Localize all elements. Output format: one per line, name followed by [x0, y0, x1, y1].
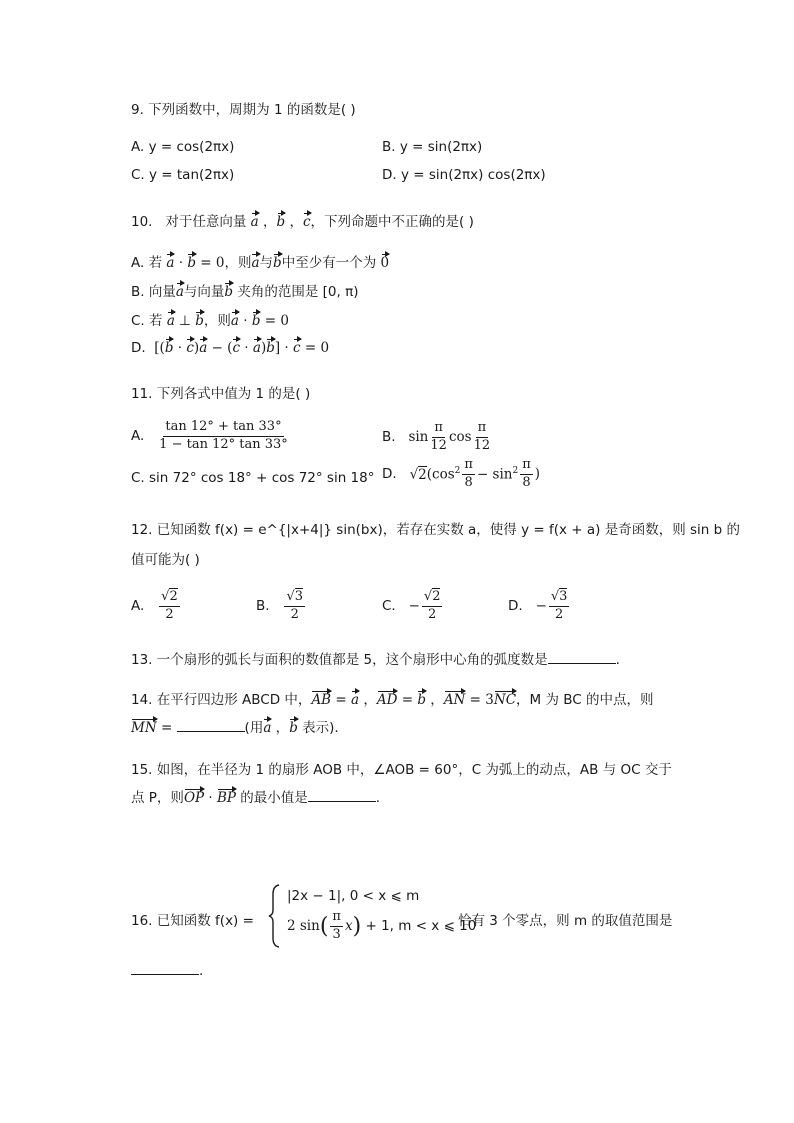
q12-stem-line1: 12. 已知函数 f(x) = e^{|x+4|} sin(bx)，若存在实数 a，使得 y = f(x + a) 是奇函数，则 sin b 的: [131, 522, 740, 538]
q15-answer-blank[interactable]: [308, 789, 376, 802]
q14-answer-blank[interactable]: [177, 719, 245, 732]
q14-line2: MN = (用a ，b 表示).: [131, 720, 339, 736]
q13-stem: 13. 一个扇形的弧长与面积的数值都是 5，这个扇形中心角的弧度数是 .: [131, 652, 620, 668]
q11-stem: 11. 下列各式中值为 1 的是( ): [131, 386, 311, 402]
q12-option-c: C. − $\frac{√2}{2}$: [382, 589, 441, 622]
q16-stem-pre: 16. 已知函数 f(x) =: [131, 913, 254, 929]
q15-line2: 点 P，则OP · BP 的最小值是 .: [131, 790, 381, 806]
q12-stem-line2: 值可能为( ): [131, 552, 200, 568]
q16-answer-line: .: [131, 962, 203, 979]
q11-option-b: B. sin $\frac{\pi}{12}$ cos $\frac{\pi}{12}$: [382, 420, 491, 453]
q11-option-a: A. $\frac{\tan 12^\circ + \tan 33^\circ}{1 - \tan 12^\circ \tan 33^\circ}$: [131, 419, 288, 452]
q14-line1: 14. 在平行四边形 ABCD 中，AB = a ，AD = b ，AN = 3NC，M 为 BC 的中点，则: [131, 692, 654, 708]
q10-option-d: D. [(b · c)a − (c · a)b] · c = 0: [131, 340, 330, 356]
q10-option-c: C. 若 a ⊥ b，则a · b = 0: [131, 313, 289, 329]
q16-case1: |2x − 1|, 0 < x ⩽ m: [287, 888, 420, 904]
q16-answer-blank[interactable]: [131, 962, 199, 975]
q12-option-a: A. $\frac{√2}{2}$: [131, 589, 178, 622]
q9-stem: 9. 下列函数中，周期为 1 的函数是( ): [131, 102, 356, 118]
q16-stem-post: 恰有 3 个零点，则 m 的取值范围是: [458, 913, 673, 929]
q9-option-b: B. y = sin(2πx): [382, 139, 483, 155]
q16-case2: 2 sin ( $\frac{\pi}{3}$ x ) + 1, m < x ⩽ 10: [287, 909, 477, 942]
q10-stem: 10. 对于任意向量 a ，b ，c，下列命题中不正确的是( ): [131, 214, 474, 230]
q9-option-a: A. y = cos(2πx): [131, 139, 235, 155]
q12-option-d: D. − $\frac{√3}{2}$: [508, 589, 568, 622]
q9-option-d: D. y = sin(2πx) cos(2πx): [382, 167, 546, 183]
q9-option-c: C. y = tan(2πx): [131, 167, 235, 183]
q12-option-b: B. $\frac{√3}{2}$: [256, 589, 304, 622]
q10-option-a: A. 若 a · b = 0，则a与b中至少有一个为 0: [131, 255, 390, 271]
q10-option-b: B. 向量a与向量b 夹角的范围是 [0, π): [131, 284, 359, 300]
q11-option-c: C. sin 72° cos 18° + cos 72° sin 18°: [131, 470, 375, 486]
q15-line1: 15. 如图，在半径为 1 的扇形 AOB 中，∠AOB = 60°，C 为弧上的动点，AB 与 OC 交于: [131, 762, 672, 778]
q11-option-d: D. $√2(\cos^2$ $\frac{\pi}{8}$ − $\sin^2$ $\frac{\pi}{8}$ ): [382, 457, 541, 490]
q13-answer-blank[interactable]: [548, 651, 616, 664]
q16-brace: [268, 884, 280, 948]
